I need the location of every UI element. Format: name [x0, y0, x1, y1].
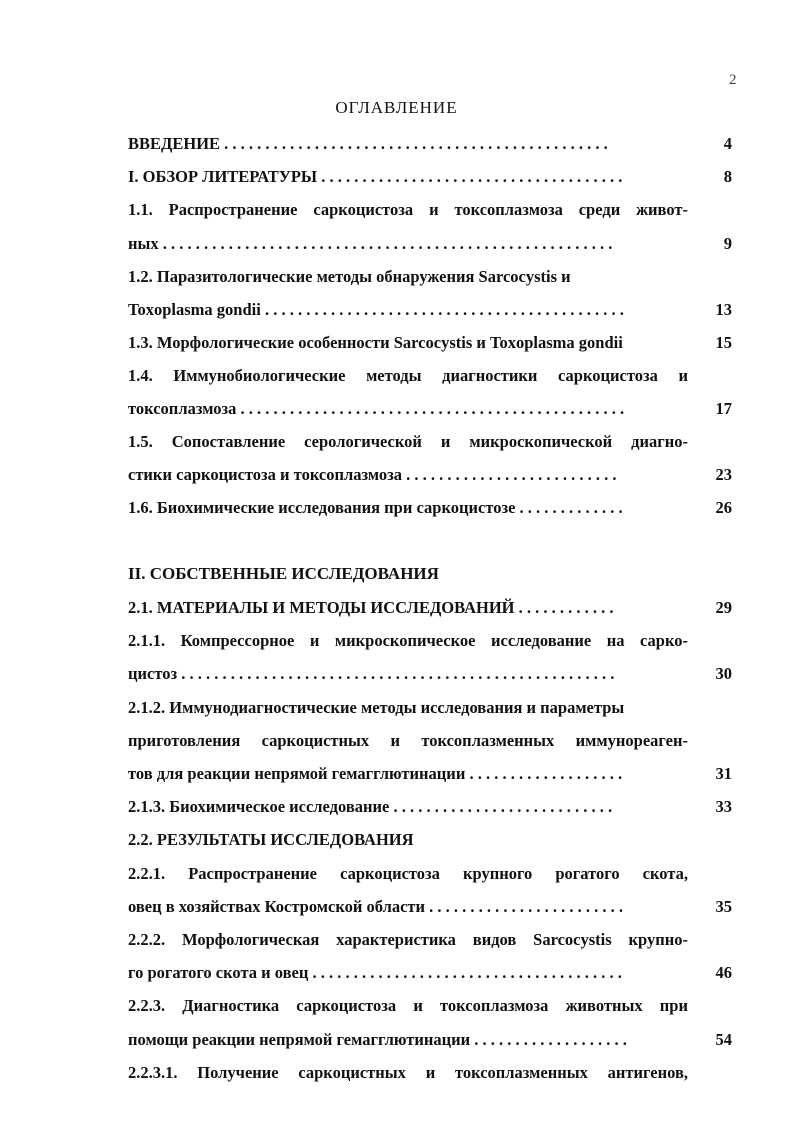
toc-page: 30: [715, 664, 732, 683]
toc-line: 2.1.2. Иммунодиагностические методы исследования и параметры: [128, 698, 625, 717]
toc-line: приготовления саркоцистных и токсоплазменных иммунореаген-: [128, 731, 688, 750]
toc-page: 8: [723, 167, 732, 186]
toc-page: 9: [723, 234, 732, 253]
toc-line: ВВЕДЕНИЕ . . . . . . . . . . . . . . . . . . . . . . . . . . . . . . . . . . . . . . . . . . . . . . .: [128, 134, 608, 153]
toc-line: 1.1. Распространение саркоцистоза и токсоплазмоза среди живот-: [128, 200, 688, 219]
toc-line: ных . . . . . . . . . . . . . . . . . . . . . . . . . . . . . . . . . . . . . . . . . . . . . . . . . . . . . . .: [128, 234, 613, 253]
toc-line: 2.2. РЕЗУЛЬТАТЫ ИССЛЕДОВАНИЯ: [128, 830, 414, 849]
toc-page: 4: [723, 134, 732, 153]
toc-line: цистоз . . . . . . . . . . . . . . . . . . . . . . . . . . . . . . . . . . . . . . . . . . . . . . . . . . . . .: [128, 664, 615, 683]
toc-page: 29: [715, 598, 732, 617]
toc-page: 54: [715, 1030, 732, 1049]
toc-page: 33: [715, 797, 732, 816]
toc-page: 26: [715, 498, 732, 517]
toc-title: ОГЛАВЛЕНИЕ: [335, 98, 458, 117]
toc-line: 1.6. Биохимические исследования при саркоцистозе . . . . . . . . . . . . .: [128, 498, 623, 517]
toc-line: 2.1.3. Биохимическое исследование . . . . . . . . . . . . . . . . . . . . . . . . . . .: [128, 797, 613, 816]
toc-page: 15: [715, 333, 732, 352]
toc-page: 13: [715, 300, 732, 319]
page-number: 2: [729, 72, 737, 88]
toc-line: Toxoplasma gondii . . . . . . . . . . . . . . . . . . . . . . . . . . . . . . . . . . . . . . . . . . . .: [128, 300, 624, 319]
toc-line: 2.2.3.1. Получение саркоцистных и токсоплазменных антигенов,: [128, 1063, 688, 1082]
toc-page: 17: [715, 399, 732, 418]
toc-page: 31: [715, 764, 732, 783]
toc-line: 2.1.1. Компрессорное и микроскопическое исследование на сарко-: [128, 631, 688, 650]
toc-line: стики саркоцистоза и токсоплазмоза . . . . . . . . . . . . . . . . . . . . . . . . . .: [128, 465, 617, 484]
section-2-title: II. СОБСТВЕННЫЕ ИССЛЕДОВАНИЯ: [128, 564, 439, 583]
toc-page: 35: [715, 897, 732, 916]
toc-line: 2.2.3. Диагностика саркоцистоза и токсоплазмоза животных при: [128, 996, 688, 1015]
toc-page: 46: [715, 963, 732, 982]
toc-line: токсоплазмоза . . . . . . . . . . . . . . . . . . . . . . . . . . . . . . . . . . . . . . . . . . . . . . .: [128, 399, 625, 418]
toc-line: I. ОБЗОР ЛИТЕРАТУРЫ . . . . . . . . . . . . . . . . . . . . . . . . . . . . . . . . . . . . .: [128, 167, 623, 186]
toc-line: помощи реакции непрямой гемагглютинации . . . . . . . . . . . . . . . . . . .: [128, 1030, 627, 1049]
toc-line: 2.2.1. Распространение саркоцистоза крупного рогатого скота,: [128, 864, 688, 883]
toc-line: тов для реакции непрямой гемагглютинации . . . . . . . . . . . . . . . . . . .: [128, 764, 623, 783]
toc-line: 2.1. МАТЕРИАЛЫ И МЕТОДЫ ИССЛЕДОВАНИЙ . . . . . . . . . . . .: [128, 598, 614, 617]
toc-line: овец в хозяйствах Костромской области . . . . . . . . . . . . . . . . . . . . . . . .: [128, 897, 624, 916]
toc-page: 23: [715, 465, 732, 484]
toc-line: 1.2. Паразитологические методы обнаружения Sarcocystis и: [128, 267, 571, 286]
toc-line: 2.2.2. Морфологическая характеристика видов Sarcocystis крупно-: [128, 930, 688, 949]
toc-line: 1.3. Морфологические особенности Sarcocystis и Toxoplasma gondii: [128, 333, 623, 352]
toc-line: 1.5. Сопоставление серологической и микроскопической диагно-: [128, 432, 688, 451]
toc-line: го рогатого скота и овец . . . . . . . . . . . . . . . . . . . . . . . . . . . . . . . . . . . . . .: [128, 963, 622, 982]
toc-line: 1.4. Иммунобиологические методы диагностики саркоцистоза и: [128, 366, 688, 385]
